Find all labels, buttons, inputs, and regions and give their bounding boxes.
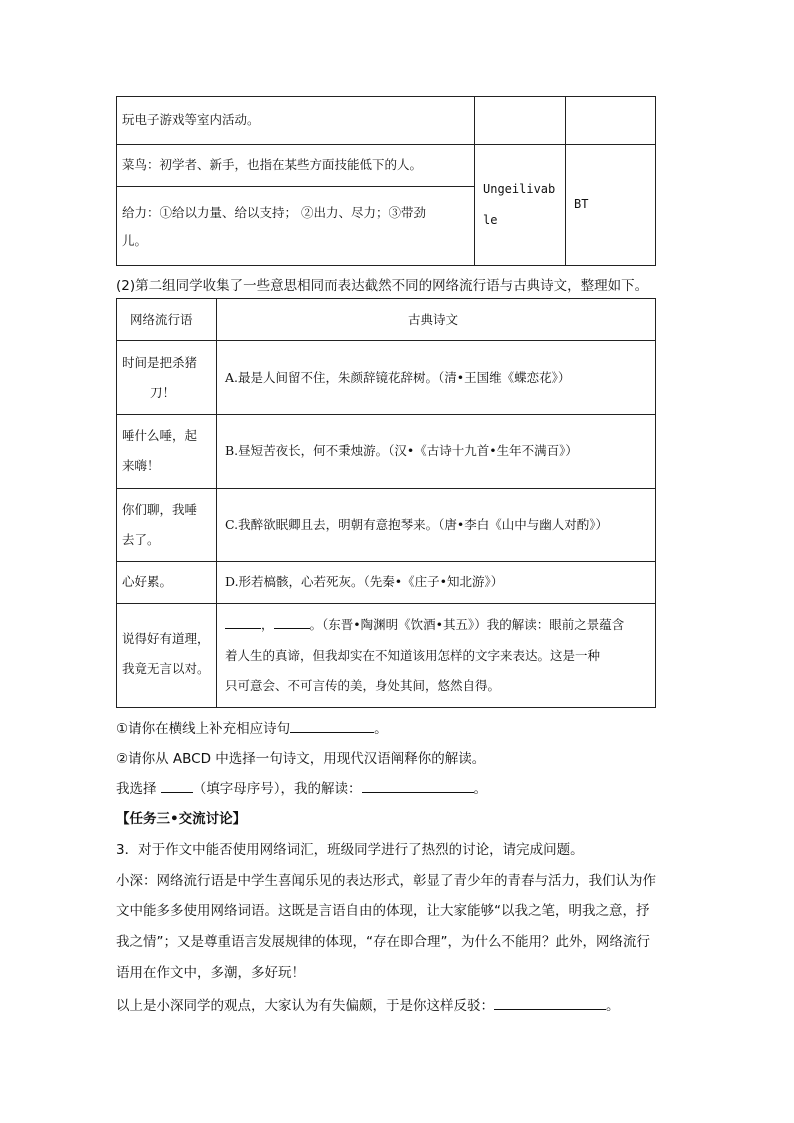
punct: 。 <box>374 721 388 737</box>
table-row-slang: 说得好有道理， <box>122 631 210 646</box>
answer-blank[interactable] <box>161 778 193 793</box>
table-2-divider <box>116 561 656 562</box>
question-3 <box>116 777 487 797</box>
table-row-slang: 心好累。 <box>122 574 173 589</box>
table-1-divider <box>565 96 566 266</box>
item-3: 3．对于作文中能否使用网络词汇，班级同学进行了热烈的讨论，请完成问题。 <box>116 842 584 858</box>
table-row-classic <box>225 612 624 638</box>
question-2: ②请你从 ABCD 中选择一句诗文，用现代汉语阐释你的解读。 <box>116 751 486 767</box>
table-1-row3-text-cont: 儿。 <box>122 233 148 248</box>
table-row-classic: A.最是人间留不住，朱颜辞镜花辞树。（清•王国维《蝶恋花》） <box>225 370 571 385</box>
final-question-text: 以上是小深同学的观点，大家认为有失偏颇，于是你这样反驳： <box>116 998 494 1014</box>
table-row-slang-cont: 去了。 <box>122 532 160 547</box>
question-1-text: ①请你在横线上补充相应诗句 <box>116 721 291 737</box>
question-3-text: （填字母序号），我的解读： <box>192 781 362 797</box>
answer-blank[interactable] <box>362 778 474 793</box>
table-2-divider <box>116 603 656 604</box>
final-question <box>116 994 620 1014</box>
table-1-row1-text: 玩电子游戏等室内活动。 <box>122 112 260 127</box>
question-3-text: 我选择 <box>116 781 157 797</box>
table-1-col2-text-cont: le <box>483 213 498 227</box>
table-2-divider <box>116 488 656 489</box>
table-1-divider <box>116 144 656 145</box>
table-row-slang: 时间是把杀猪 <box>122 355 198 370</box>
table-2-divider <box>116 340 656 341</box>
classic-text: 。（东晋•陶渊明《饮酒•其五》）我的解读：眼前之景蕴含 <box>309 617 625 632</box>
table-1-col2-text: Ungeilivab <box>483 182 556 196</box>
answer-blank[interactable] <box>494 995 606 1010</box>
table-2-header-slang: 网络流行语 <box>130 312 193 327</box>
table-1-divider <box>474 96 475 266</box>
punct: 。 <box>473 781 488 797</box>
table-row-slang-cont: 来嗨！ <box>122 458 160 473</box>
table-row-slang: 你们聊，我唾 <box>122 502 198 517</box>
table-row-classic-cont: 只可意会、不可言传的美，身处其间，悠然自得。 <box>225 678 501 693</box>
table-2-divider <box>116 414 656 415</box>
blank-line[interactable] <box>225 614 261 629</box>
table-row-slang-cont: 刀！ <box>150 385 176 400</box>
paragraph-line: 语用在作文中，多潮，多好玩！ <box>116 965 305 981</box>
table-row-classic: B.昼短苦夜长，何不秉烛游。（汉•《古诗十九首•生年不满百》） <box>225 443 578 458</box>
table-2-header-classic: 古典诗文 <box>408 312 459 327</box>
table-row-classic: D.形若槁骸，心若死灰。（先秦•《庄子•知北游》） <box>225 574 504 589</box>
paragraph-line: 小深：网络流行语是中学生喜闻乐见的表达形式，彰显了青少年的青春与活力，我们认为作 <box>116 873 656 889</box>
table-1-row2-text: 菜鸟：初学者、新手，也指在某些方面技能低下的人。 <box>122 157 423 172</box>
table-1-row3-text: 给力：①给以力量、给以支持； ②出力、尽力；③带劲 <box>122 205 426 220</box>
punct: ， <box>261 617 274 632</box>
table-2-divider <box>216 298 217 708</box>
table-1-divider <box>116 186 474 187</box>
task-3-title: 【任务三•交流讨论】 <box>116 811 247 827</box>
table-1-col3-text: BT <box>574 197 589 211</box>
table-row-classic-cont: 着人生的真谛，但我却实在不知道该用怎样的文字来表达。这是一种 <box>225 648 601 663</box>
question-1 <box>116 717 388 737</box>
punct: 。 <box>606 998 620 1014</box>
part-2-intro: (2)第二组同学收集了一些意思相同而表达截然不同的网络流行语与古典诗文，整理如下。 <box>116 278 649 294</box>
table-row-slang-cont: 我竟无言以对。 <box>122 661 210 676</box>
answer-blank[interactable] <box>290 718 374 733</box>
table-row-slang: 唾什么唾，起 <box>122 428 198 443</box>
paragraph-line: 文中能多多使用网络词语。这既是言语自由的体现，让大家能够“以我之笔，明我之意，抒 <box>116 903 650 919</box>
blank-line[interactable] <box>274 614 310 629</box>
paragraph-line: 我之情”；又是尊重语言发展规律的体现，“存在即合理”，为什么不能用？此外，网络流行 <box>116 934 650 950</box>
table-row-classic: C.我醉欲眠卿且去，明朝有意抱琴来。（唐•李白《山中与幽人对酌》） <box>225 517 608 532</box>
